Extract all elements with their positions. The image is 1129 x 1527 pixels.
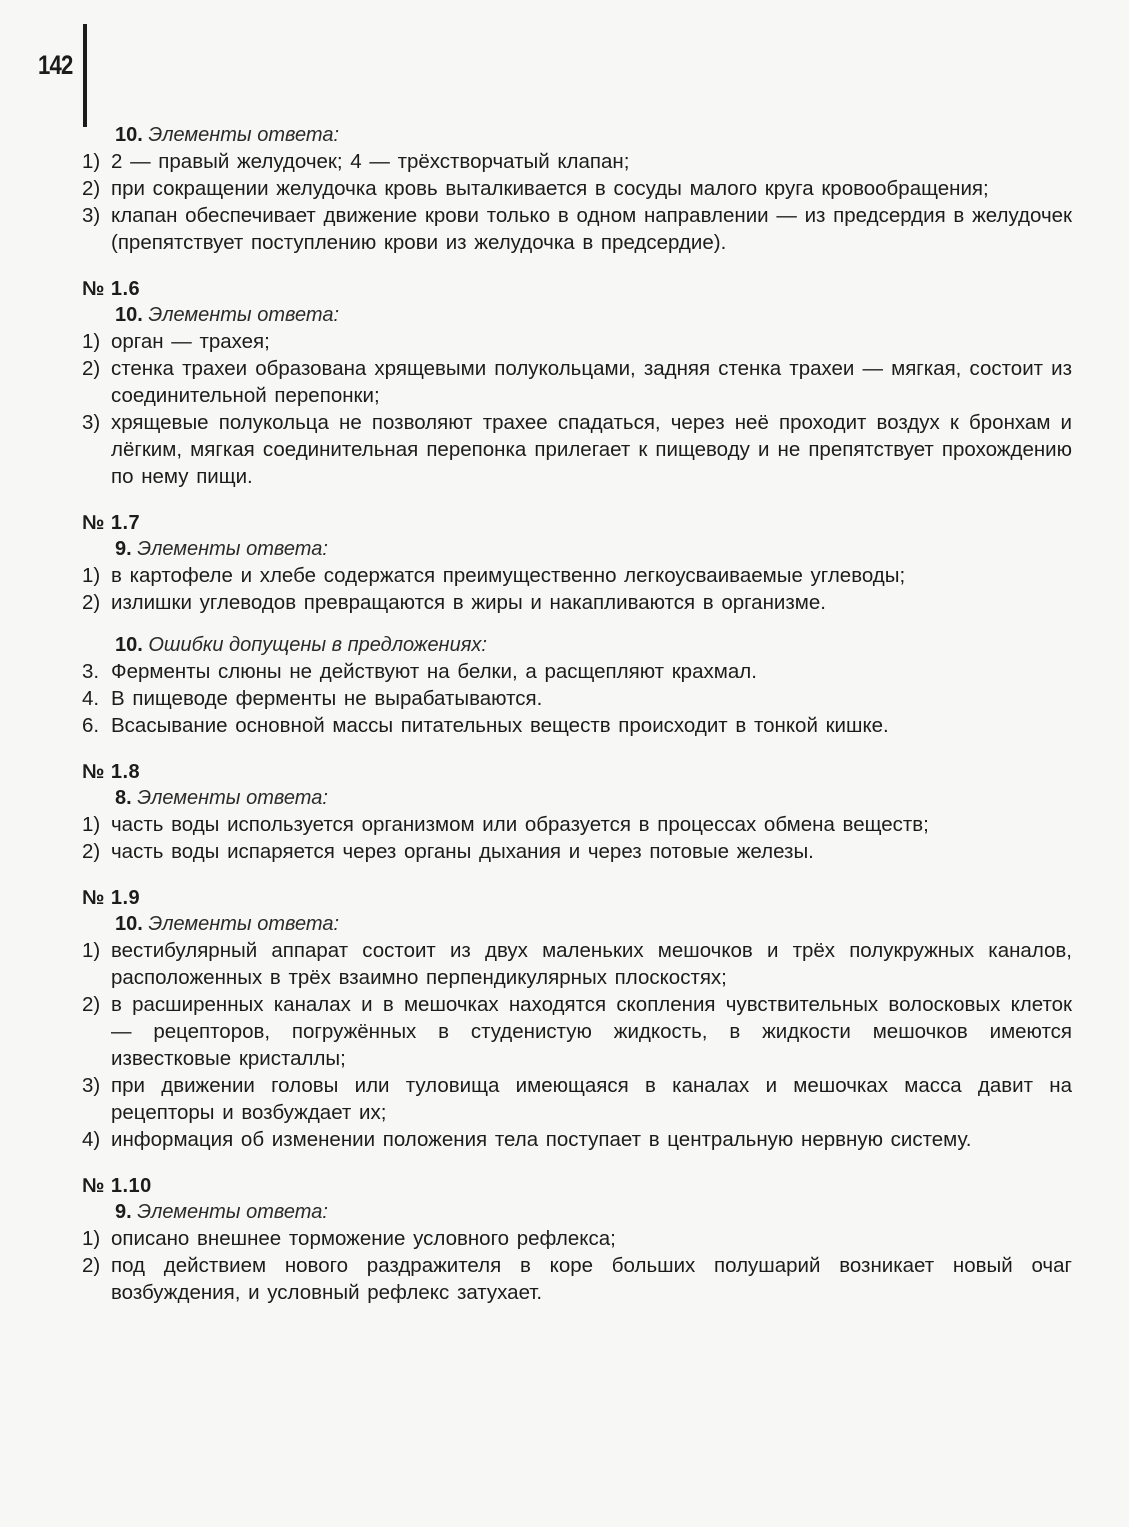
item-marker: 2): [82, 840, 101, 863]
item-marker: 2): [82, 357, 101, 380]
section-heading: № 1.6: [82, 278, 141, 300]
item-marker: 2): [82, 1254, 101, 1277]
item-text: 2 — правый желудочек; 4 — трёхстворчатый клапан;: [111, 150, 630, 173]
list-item: [82, 937, 1072, 991]
task-number: 8.: [115, 787, 132, 809]
item-text: при сокращении желудочка кровь выталкивается в сосуды малого круга кровообращения;: [111, 177, 989, 200]
item-marker: 4): [82, 1128, 101, 1151]
answer-group: [82, 785, 1072, 811]
section-1-10: [82, 1173, 1072, 1306]
answer-group: [82, 911, 1072, 937]
section-continuation: [82, 122, 1072, 256]
task-label: Элементы ответа:: [148, 124, 339, 146]
list-item: [82, 1252, 1072, 1306]
section-1-7: [82, 510, 1072, 739]
task-label: Элементы ответа:: [148, 304, 339, 326]
answer-group: [82, 632, 1072, 658]
task-number: 9.: [115, 1201, 132, 1223]
task-number: 10.: [115, 913, 143, 935]
list-item: [82, 658, 1072, 685]
answer-group-title: [115, 302, 1072, 328]
answer-list: [82, 562, 1072, 616]
item-text: в картофеле и хлебе содержатся преимущественно легкоусваиваемые углеводы;: [111, 564, 906, 587]
item-marker: 3): [82, 204, 101, 227]
section-1-9: [82, 885, 1072, 1153]
error-list: [82, 658, 1072, 739]
task-number: 10.: [115, 304, 143, 326]
section-heading: № 1.10: [82, 1175, 152, 1197]
section-1-8: [82, 759, 1072, 865]
task-label: Ошибки допущены в предложениях:: [148, 634, 487, 656]
list-item: [82, 355, 1072, 409]
answer-list: [82, 1225, 1072, 1306]
item-text: Всасывание основной массы питательных веществ происходит в тонкой кишке.: [111, 714, 889, 737]
item-text: клапан обеспечивает движение крови только в одном направлении — из предсердия в желудочек (препятствует поступлению крови из желудочка в предсердие).: [111, 204, 1072, 254]
list-item: [82, 589, 1072, 616]
item-text: описано внешнее торможение условного рефлекса;: [111, 1227, 616, 1250]
list-item: [82, 409, 1072, 490]
item-text: стенка трахеи образована хрящевыми полукольцами, задняя стенка трахеи — мягкая, состоит из соединительной перепонки;: [111, 357, 1072, 407]
answer-group-title: [115, 536, 1072, 562]
answer-group: [82, 1199, 1072, 1225]
list-item: [82, 562, 1072, 589]
answer-group: [82, 122, 1072, 148]
margin-rule: [83, 24, 87, 127]
section-heading: № 1.9: [82, 887, 141, 909]
section-1-6: [82, 276, 1072, 490]
list-item: [82, 811, 1072, 838]
item-marker: 1): [82, 150, 101, 173]
section-heading: № 1.7: [82, 512, 141, 534]
item-marker: 2): [82, 591, 101, 614]
item-text: часть воды испаряется через органы дыхания и через потовые железы.: [111, 840, 814, 863]
item-text: вестибулярный аппарат состоит из двух маленьких мешочков и трёх полукружных каналов, расположенных в трёх взаимно перпендикулярных плоскостях;: [111, 939, 1072, 989]
item-marker: 1): [82, 1227, 101, 1250]
list-item: [82, 175, 1072, 202]
answer-group-title: [115, 911, 1072, 937]
answer-group-title: [115, 785, 1072, 811]
answer-group-title: [115, 632, 1072, 658]
task-number: 9.: [115, 538, 132, 560]
task-number: 10.: [115, 124, 143, 146]
item-marker: 2): [82, 993, 101, 1016]
list-item: [82, 685, 1072, 712]
item-text: В пищеводе ферменты не вырабатываются.: [111, 687, 543, 710]
task-label: Элементы ответа:: [137, 1201, 328, 1223]
answer-list: [82, 328, 1072, 490]
list-item: [82, 202, 1072, 256]
list-item: [82, 328, 1072, 355]
item-text: в расширенных каналах и в мешочках находятся скопления чувствительных волосковых клеток — рецепторов, погружённых в студенистую жидкость, в жидкости мешочков имеются известковые кристаллы;: [111, 993, 1072, 1070]
answer-list: [82, 811, 1072, 865]
list-item: [82, 838, 1072, 865]
task-label: Элементы ответа:: [137, 787, 328, 809]
item-text: излишки углеводов превращаются в жиры и накапливаются в организме.: [111, 591, 826, 614]
item-text: информация об изменении положения тела поступает в центральную нервную систему.: [111, 1128, 972, 1151]
item-text: хрящевые полукольца не позволяют трахее спадаться, через неё проходит воздух к бронхам и лёгким, мягкая соединительная перепонка прилегает к пищеводу и не препятствует прохождению по нему пищи.: [111, 411, 1072, 488]
list-item: [82, 148, 1072, 175]
item-marker: 3): [82, 411, 101, 434]
answer-group: [82, 536, 1072, 562]
item-marker: 3.: [82, 660, 100, 683]
item-text: под действием нового раздражителя в коре больших полушарий возникает новый очаг возбуждения, и условный рефлекс затухает.: [111, 1254, 1072, 1304]
item-marker: 3): [82, 1074, 101, 1097]
item-marker: 2): [82, 177, 101, 200]
section-heading: № 1.8: [82, 761, 141, 783]
item-marker: 4.: [82, 687, 100, 710]
list-item: [82, 712, 1072, 739]
answer-group-title: [115, 1199, 1072, 1225]
answer-group: [82, 302, 1072, 328]
task-number: 10.: [115, 634, 143, 656]
item-marker: 1): [82, 939, 101, 962]
item-text: при движении головы или туловища имеющаяся в каналах и мешочках масса давит на рецепторы и возбуждает их;: [111, 1074, 1072, 1124]
item-text: часть воды используется организмом или образуется в процессах обмена веществ;: [111, 813, 929, 836]
task-label: Элементы ответа:: [148, 913, 339, 935]
item-marker: 1): [82, 813, 101, 836]
page-content: [82, 122, 1072, 1306]
list-item: [82, 1225, 1072, 1252]
item-text: орган — трахея;: [111, 330, 270, 353]
item-marker: 1): [82, 564, 101, 587]
task-label: Элементы ответа:: [137, 538, 328, 560]
answer-list: [82, 937, 1072, 1153]
item-text: Ферменты слюны не действуют на белки, а расщепляют крахмал.: [111, 660, 757, 683]
answer-group-title: [115, 122, 1072, 148]
list-item: [82, 991, 1072, 1072]
page-number: 142: [38, 50, 73, 80]
answer-list: [82, 148, 1072, 256]
list-item: [82, 1072, 1072, 1126]
list-item: [82, 1126, 1072, 1153]
item-marker: 6.: [82, 714, 100, 737]
item-marker: 1): [82, 330, 101, 353]
